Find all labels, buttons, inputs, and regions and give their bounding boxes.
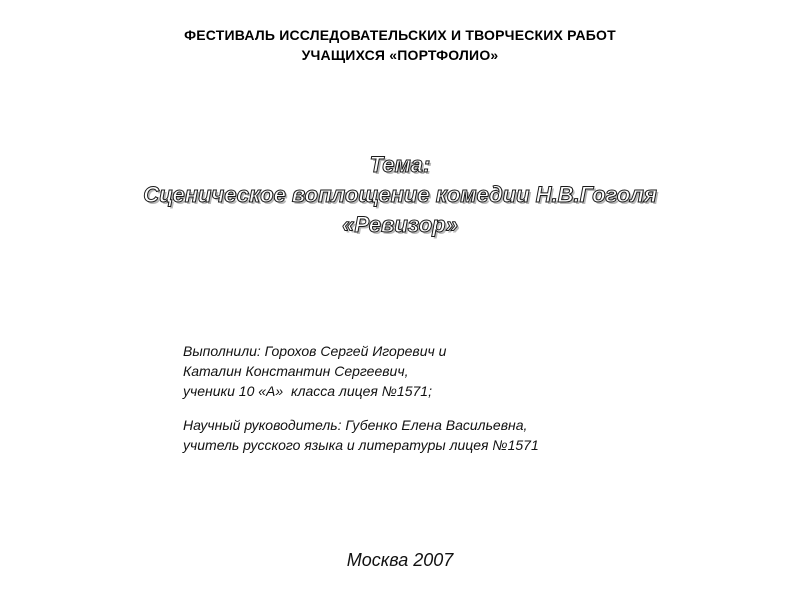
- city-year: Москва 2007: [346, 550, 454, 570]
- festival-heading-line-1: ФЕСТИВАЛЬ ИССЛЕДОВАТЕЛЬСКИХ И ТВОРЧЕСКИХ РАБОТ: [184, 27, 616, 43]
- credits-spacer: [183, 401, 539, 415]
- theme-block: [0, 150, 800, 240]
- authors-line-3: ученики 10 «А» класса лицея №1571;: [183, 383, 432, 399]
- theme-title-line-1: Сценическое воплощение комедии Н.В.Гоголя: [143, 182, 657, 207]
- theme-title-line-2: «Ревизор»: [342, 212, 458, 237]
- authors-line-1: Выполнили: Горохов Сергей Игоревич и: [183, 343, 447, 359]
- festival-heading: [0, 25, 800, 65]
- credits-block: [183, 341, 539, 455]
- authors-line-2: Каталин Константин Сергеевич,: [183, 363, 409, 379]
- theme-label: Тема:: [369, 152, 431, 177]
- supervisor-line-2: учитель русского языка и литературы лицея №1571: [183, 437, 539, 453]
- supervisor-line-1: Научный руководитель: Губенко Елена Васильевна,: [183, 417, 528, 433]
- festival-heading-line-2: УЧАЩИХСЯ «ПОРТФОЛИО»: [301, 47, 499, 63]
